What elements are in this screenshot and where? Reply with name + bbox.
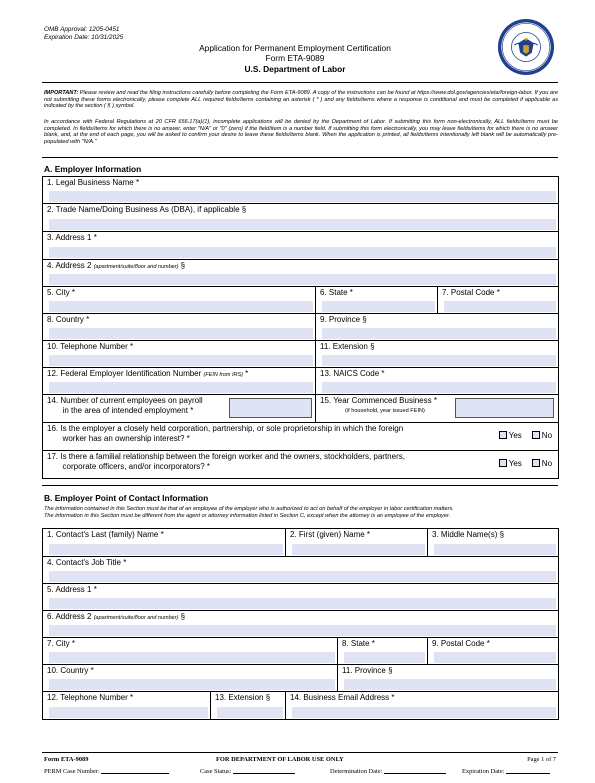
familial-yes-checkbox[interactable] — [499, 459, 507, 467]
section-b-note — [44, 506, 558, 520]
contact-address2-text: 6. Address 2 — [47, 612, 92, 621]
contact-address1-field[interactable] — [43, 584, 559, 611]
contact-postal-code-field[interactable] — [428, 638, 559, 665]
employer-country-label: 8. Country * — [47, 315, 90, 324]
contact-address2-field[interactable] — [43, 611, 559, 638]
ownership-interest-field — [43, 423, 559, 451]
section-b-note-2: The information in this Section must be different from the agent or attorney information listed in Section C, except when the attorney is an employee of the employer. — [44, 512, 451, 519]
familial-no-checkbox[interactable] — [532, 459, 540, 467]
fein-hint: (FEIN from IRS) — [203, 372, 243, 378]
section-a-rule — [42, 157, 558, 158]
ownership-yes-checkbox[interactable] — [499, 431, 507, 439]
contact-telephone-field[interactable] — [43, 692, 211, 720]
employer-postal-code-input[interactable] — [444, 301, 556, 312]
fein-field[interactable] — [43, 368, 316, 395]
familial-yes-no — [499, 459, 552, 468]
legal-business-name-label: 1. Legal Business Name * — [47, 178, 140, 187]
ownership-yes-option[interactable] — [499, 431, 522, 440]
year-commenced-hint: (if household, year issued FEIN) — [345, 408, 425, 414]
important-notice — [44, 90, 558, 110]
employer-info-table — [42, 176, 559, 479]
employer-extension-field[interactable] — [316, 341, 559, 368]
contact-job-title-input[interactable] — [49, 571, 556, 582]
employer-state-field[interactable] — [316, 287, 438, 314]
employer-city-label: 5. City * — [47, 288, 76, 297]
year-commenced-input[interactable] — [455, 398, 554, 418]
case-status-line — [233, 767, 295, 774]
ownership-question-2: worker has an ownership interest? * — [47, 434, 190, 443]
footer-dol-use: FOR DEPARTMENT OF LABOR USE ONLY — [216, 756, 344, 763]
ownership-no-option[interactable] — [532, 431, 552, 440]
contact-address2-hint: (apartment/suite/floor and number) — [93, 615, 179, 621]
ownership-no-checkbox[interactable] — [532, 431, 540, 439]
contact-first-name-field[interactable] — [286, 529, 428, 557]
poc-table — [42, 528, 559, 720]
employer-postal-code-label: 7. Postal Code * — [442, 288, 500, 297]
legal-business-name-input[interactable] — [49, 191, 556, 202]
contact-city-field[interactable] — [43, 638, 338, 665]
form-number: Form ETA-9089 — [265, 53, 325, 63]
ownership-question-1: 16. Is the employer a closely held corporation, partnership, or sole proprietorship in which the foreign — [47, 424, 404, 433]
familial-yes-option[interactable] — [499, 459, 522, 468]
contact-address2-input[interactable] — [49, 625, 556, 636]
employer-address2-label — [47, 261, 558, 272]
employer-extension-label: 11. Extension § — [320, 342, 375, 351]
employer-telephone-label: 10. Telephone Number * — [47, 342, 134, 351]
address2-text: 4. Address 2 — [47, 261, 92, 270]
employee-count-label-1: 14. Number of current employees on payroll — [47, 396, 203, 405]
familial-yes-label: Yes — [508, 459, 522, 468]
naics-input[interactable] — [322, 382, 556, 393]
omb-expiration: Expiration Date: 10/31/2025 — [44, 34, 124, 41]
employer-city-input[interactable] — [49, 301, 313, 312]
contact-postal-code-label: 9. Postal Code * — [432, 639, 490, 648]
omb-approval: OMB Approval: 1205-0451 — [44, 26, 120, 33]
employee-count-field[interactable] — [43, 395, 316, 423]
contact-state-input[interactable] — [344, 652, 425, 663]
year-commenced-field[interactable] — [316, 395, 559, 423]
form-title: Application for Permanent Employment Certification — [199, 43, 391, 53]
employer-country-field[interactable] — [43, 314, 316, 341]
employer-city-field[interactable] — [43, 287, 316, 314]
contact-extension-field[interactable] — [211, 692, 286, 720]
contact-email-field[interactable] — [286, 692, 559, 720]
contact-email-input[interactable] — [292, 707, 556, 718]
contact-last-name-input[interactable] — [49, 544, 283, 555]
employer-province-label: 9. Province § — [320, 315, 367, 324]
contact-first-name-label: 2. First (given) Name * — [290, 530, 371, 539]
employer-address1-input[interactable] — [49, 247, 556, 258]
important-label: IMPORTANT: — [44, 90, 79, 96]
contact-last-name-field[interactable] — [43, 529, 286, 557]
perm-case-number — [44, 767, 169, 775]
agency-name: U.S. Department of Labor — [244, 64, 346, 74]
trade-name-label: 2. Trade Name/Doing Business As (DBA), if applicable § — [47, 205, 247, 214]
contact-job-title-label: 4. Contact's Job Title * — [47, 558, 127, 567]
employer-state-label: 6. State * — [320, 288, 353, 297]
contact-province-input[interactable] — [344, 679, 556, 690]
section-b-title: B. Employer Point of Contact Information — [44, 493, 209, 503]
employee-count-label-2: in the area of intended employment * — [47, 406, 194, 415]
contact-postal-code-input[interactable] — [434, 652, 556, 663]
employer-state-input[interactable] — [322, 301, 435, 312]
employer-province-input[interactable] — [322, 328, 556, 339]
header-rule — [42, 82, 558, 83]
contact-country-input[interactable] — [49, 679, 335, 690]
footer-page: Page 1 of 7 — [527, 756, 556, 763]
familial-no-option[interactable] — [532, 459, 552, 468]
footer-rule — [42, 752, 558, 753]
section-b-rule — [42, 485, 558, 486]
contact-first-name-input[interactable] — [292, 544, 425, 555]
section-b-note-1: The information contained in this Section must be that of an employee of the employer who is authorized to act on behalf of the employer in labor certification matters. — [44, 506, 454, 512]
important-text: Please review and read the filing instructions carefully before completing the Form ETA-9089. A copy of the instructions can be found at https://www.dol.gov/agencies/eta/foreign-labor. If you are not submitting these forms electronically, please complete ALL required fields/items containing an asterisk ( * ) and any fields/items where a response is conditional and must be completed if applicable as indicated by the section ( § ) symbol. — [44, 90, 558, 110]
contact-middle-name-field[interactable] — [428, 529, 559, 557]
section-a-title: A. Employer Information — [44, 164, 142, 174]
naics-field[interactable] — [316, 368, 559, 395]
employer-telephone-field[interactable] — [43, 341, 316, 368]
employer-province-field[interactable] — [316, 314, 559, 341]
fein-text: 12. Federal Employer Identification Number — [47, 369, 202, 378]
employer-address2-field[interactable] — [43, 260, 559, 287]
fein-mark: * — [242, 369, 249, 378]
footer-form: Form ETA-9089 — [44, 756, 89, 763]
employer-postal-code-field[interactable] — [438, 287, 559, 314]
employee-count-input[interactable] — [229, 398, 312, 418]
naics-label: 13. NAICS Code * — [320, 369, 385, 378]
contact-middle-name-input[interactable] — [434, 544, 556, 555]
contact-extension-input[interactable] — [217, 707, 283, 718]
contact-address1-input[interactable] — [49, 598, 556, 609]
expiration-label: Expiration Date: — [462, 768, 505, 775]
employer-country-input[interactable] — [49, 328, 313, 339]
perm-case-line — [101, 767, 169, 774]
familial-relationship-field — [43, 451, 559, 479]
dol-seal-icon — [497, 18, 555, 76]
contact-state-field[interactable] — [338, 638, 428, 665]
contact-state-label: 8. State * — [342, 639, 375, 648]
contact-job-title-field[interactable] — [43, 557, 559, 584]
employer-telephone-input[interactable] — [49, 355, 313, 366]
familial-no-label: No — [541, 459, 553, 468]
determination-date — [330, 767, 446, 775]
case-status-label: Case Status: — [200, 768, 232, 775]
contact-province-field[interactable] — [338, 665, 559, 692]
case-status — [200, 767, 295, 775]
contact-city-input[interactable] — [49, 652, 335, 663]
year-commenced-label: 15. Year Commenced Business * — [320, 396, 437, 405]
contact-email-label: 14. Business Email Address * — [290, 693, 395, 702]
ownership-yes-label: Yes — [508, 431, 522, 440]
expiration-date — [462, 767, 550, 775]
address2-hint: (apartment/suite/floor and number) — [93, 264, 179, 270]
omb-info — [44, 26, 123, 42]
contact-last-name-label: 1. Contact's Last (family) Name * — [47, 530, 164, 539]
contact-city-label: 7. City * — [47, 639, 76, 648]
contact-address2-mark: § — [178, 612, 186, 621]
address2-mark: § — [178, 261, 186, 270]
fein-label — [47, 369, 315, 380]
expiration-line — [506, 767, 550, 774]
contact-extension-label: 13. Extension § — [215, 693, 271, 702]
regulation-notice: In accordance with Federal Regulations at 20 CFR 656.17(a)(1), incomplete applications will be denied by the Department of Labor. If submitting this form non-electronically, ALL fields/items must be completed. In fields/items for which there is no answer, enter "N/A" or "0" (zero) if the field/item is a number field. If submitting this form electronically, you may leave fields/items for which there is no answer blank, and, at the end of each page, you will be asked to confirm your desire to leave these fields/items blank. When the application is printed, all fields/items intentionally left blank will be automatically pre-populated with "N/A." — [44, 119, 558, 145]
form-title-block — [150, 43, 440, 75]
contact-telephone-input[interactable] — [49, 707, 208, 718]
trade-name-input[interactable] — [49, 219, 556, 230]
ownership-yes-no — [499, 431, 552, 440]
determination-line — [384, 767, 446, 774]
trade-name-field[interactable] — [43, 204, 559, 232]
contact-province-label: 11. Province § — [342, 666, 393, 675]
legal-business-name-field[interactable] — [43, 177, 559, 204]
contact-telephone-label: 12. Telephone Number * — [47, 693, 134, 702]
contact-country-label: 10. Country * — [47, 666, 94, 675]
employer-extension-input[interactable] — [322, 355, 556, 366]
ownership-no-label: No — [541, 431, 553, 440]
perm-case-label: PERM Case Number: — [44, 768, 100, 775]
familial-question-2: corporate officers, and/or incorporators? * — [47, 462, 211, 471]
contact-address2-label — [47, 612, 558, 623]
contact-address1-label: 5. Address 1 * — [47, 585, 97, 594]
fein-input[interactable] — [49, 382, 313, 393]
employer-address1-label: 3. Address 1 * — [47, 233, 97, 242]
contact-middle-name-label: 3. Middle Name(s) § — [432, 530, 505, 539]
determination-label: Determination Date: — [330, 768, 383, 775]
contact-country-field[interactable] — [43, 665, 338, 692]
employer-address1-field[interactable] — [43, 232, 559, 260]
familial-question-1: 17. Is there a familial relationship between the foreign worker and the owners, stockholders, partners, — [47, 452, 405, 461]
employer-address2-input[interactable] — [49, 274, 556, 285]
